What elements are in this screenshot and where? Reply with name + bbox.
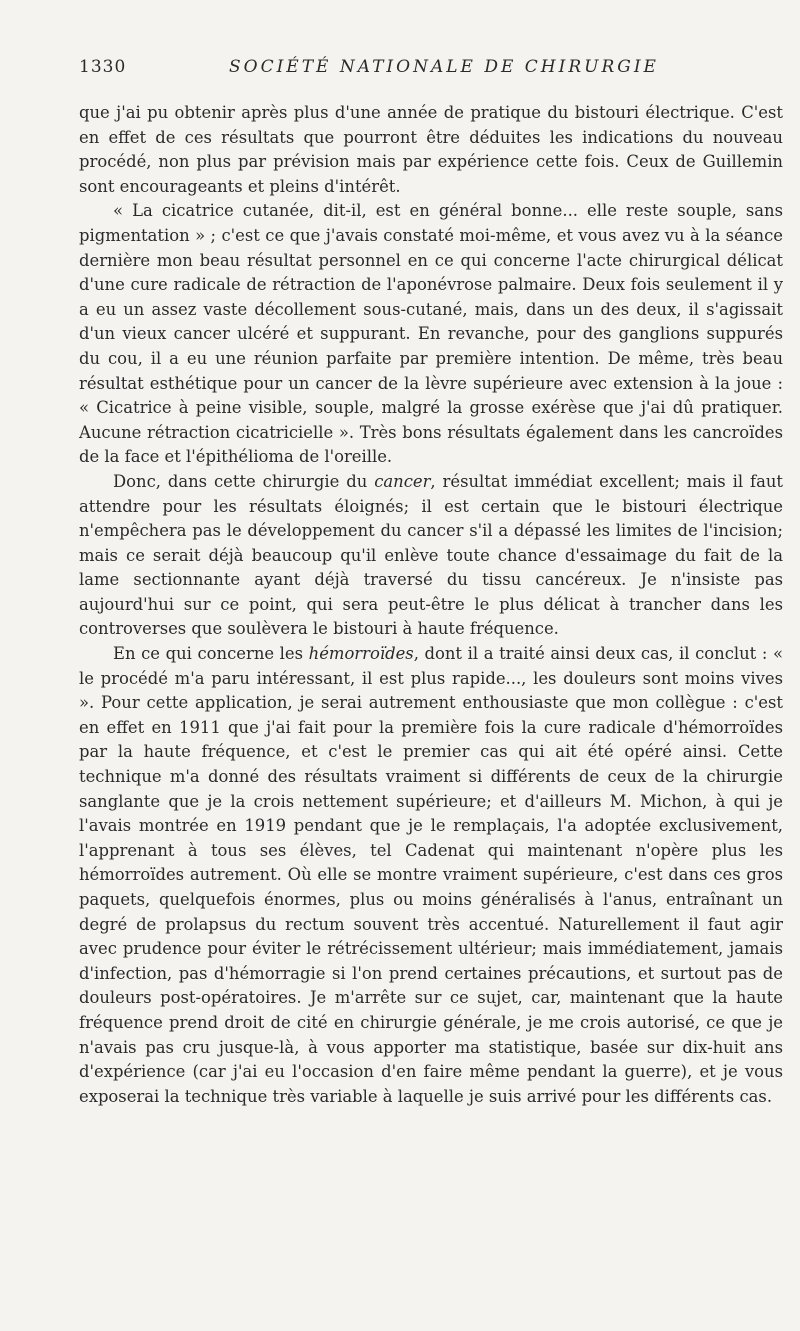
running-title: SOCIÉTÉ NATIONALE DE CHIRURGIE	[229, 57, 659, 77]
emphasized-term: hémorroïdes	[308, 644, 414, 664]
paragraph-2	[79, 199, 783, 470]
page-number: 1330	[79, 57, 127, 77]
paragraph-1	[79, 101, 783, 199]
paragraph-text: En ce qui concerne les	[113, 644, 309, 664]
paragraph-text: que j'ai pu obtenir après plus d'une année de pratique du bistouri électrique. C'est en effet de ces résultats que pourront être déduites les indications du nouveau procédé, non plus par prévision mais par expérience cette fois. Ceux de Guillemin sont encourageants et pleins d'intérêt.	[79, 103, 783, 196]
emphasized-term: cancer	[374, 471, 431, 491]
paragraph-text: Donc, dans cette chirurgie du	[113, 471, 375, 491]
paragraph-3	[79, 470, 783, 642]
paragraph-4	[79, 642, 783, 1109]
article-body	[79, 101, 783, 1109]
running-header	[79, 57, 783, 85]
paragraph-text: , dont il a traité ainsi deux cas, il conclut : « le procédé m'a paru intéressant, il est plus rapide..., les douleurs sont moins vives ». Pour cette application, je serai autrement enthousiaste que mon collègue : c'est en effet en 1911 que j'ai fait pour la première fois la cure radicale d'hémorroïdes par la haute fréquence, et c'est le premier cas qui ait été opéré ainsi. Cette technique m'a donné des résultats vraiment si différents de ceux de la chirurgie sanglante que je la crois nettement supérieure; et d'ailleurs M. Michon, à qui je l'avais montrée en 1919 pendant que je le remplaçais, l'a adoptée exclusivement, l'apprenant à tous ses élèves, tel Cadenat qui maintenant n'opère plus les hémorroïdes autrement. Où elle se montre vraiment supérieure, c'est dans ces gros paquets, quelquefois énormes, plus ou moins généralisés à l'anus, entraînant un degré de prolapsus du rectum souvent très accentué. Naturellement il faut agir avec prudence pour éviter le rétrécissement ultérieur; mais immédiatement, jamais d'infection, pas d'hémorragie si l'on prend certaines précautions, et surtout pas de douleurs post-opératoires. Je m'arrête sur ce sujet, car, maintenant que la haute fréquence prend droit de cité en chirurgie générale, je me crois autorisé, ce que je n'avais pas cru jusque-là, à vous apporter ma statistique, basée sur dix-huit ans d'expérience (car j'ai eu l'occasion d'en faire même pendant la guerre), et je vous exposerai la technique très variable à laquelle je suis arrivé pour les différents cas.	[79, 644, 784, 1106]
paragraph-text: « La cicatrice cutanée, dit-il, est en général bonne... elle reste souple, sans pigmentation » ; c'est ce que j'avais constaté moi-même, et vous avez vu à la séance dernière mon beau résultat personnel en ce qui concerne l'acte chirurgical délicat d'une cure radicale de rétraction de l'aponévrose palmaire. Deux fois seulement il y a eu un assez vaste décollement sous-cutané, mais, dans un des deux, il s'agissait d'un vieux cancer ulcéré et suppurant. En revanche, pour des ganglions suppurés du cou, il a eu une réunion parfaite par première intention. De même, très beau résultat esthétique pour un cancer de la lèvre supérieure avec extension à la joue : « Cicatrice à peine visible, souple, malgré la grosse exérèse que j'ai dû pratiquer. Aucune rétraction cicatricielle ». Très bons résultats également dans les cancroïdes de la face et l'épithélioma de l'oreille.	[79, 201, 783, 467]
paragraph-text: , résultat immédiat excellent; mais il faut attendre pour les résultats éloignés; il est certain que le bistouri électrique n'empêchera pas le développement du cancer s'il a dépassé les limites de l'incision; mais ce serait déjà beaucoup qu'il enlève toute chance d'essaimage du fait de la lame sectionnante ayant déjà traversé du tissu cancéreux. Je n'insiste pas aujourd'hui sur ce point, qui sera peut-être le plus délicat à trancher dans les controverses que soulèvera le bistouri à haute fréquence.	[79, 471, 784, 639]
